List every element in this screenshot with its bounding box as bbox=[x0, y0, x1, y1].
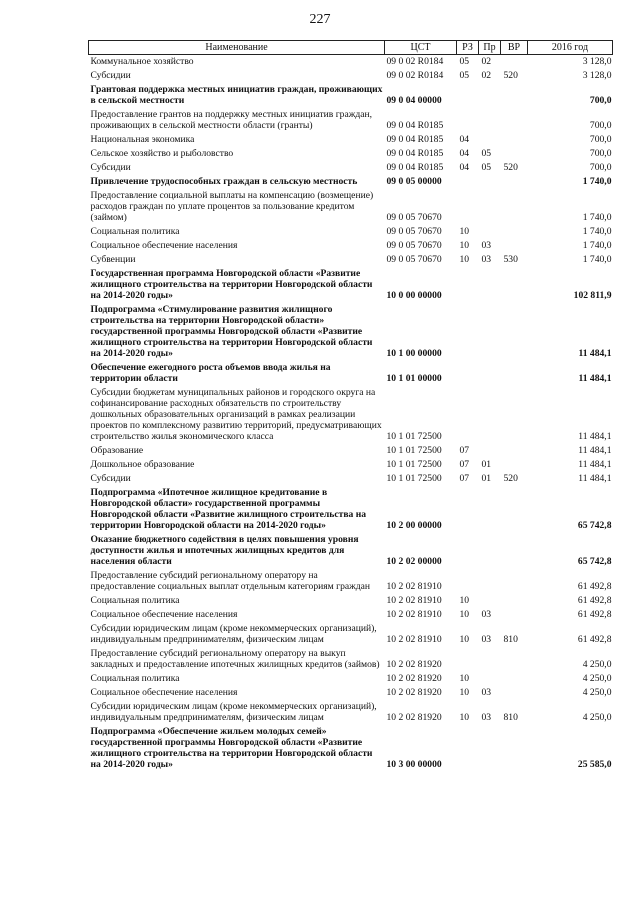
table-row bbox=[89, 594, 613, 608]
table-row bbox=[89, 386, 613, 444]
row-rz: 07 bbox=[459, 459, 470, 470]
row-sum: 11 484,1 bbox=[578, 431, 612, 442]
row-sum: 4 250,0 bbox=[582, 687, 612, 698]
row-pr bbox=[479, 175, 501, 189]
row-rz: 05 bbox=[459, 70, 470, 81]
row-cst: 10 1 01 72500 bbox=[386, 445, 442, 456]
row-rz bbox=[457, 569, 479, 594]
row-sum: 102 811,9 bbox=[573, 290, 612, 301]
row-sum: 700,0 bbox=[589, 95, 612, 106]
row-rz: 10 bbox=[459, 712, 470, 723]
row-vr bbox=[501, 444, 528, 458]
row-pr: 02 bbox=[481, 56, 492, 67]
budget-table bbox=[88, 40, 613, 772]
row-name: Предоставление субсидий региональному оператору на выкуп закладных и предоставление ипотечных жилищных кредитов (займов) bbox=[90, 648, 380, 670]
table-row bbox=[89, 55, 613, 70]
row-cst: 10 2 02 81910 bbox=[386, 609, 442, 620]
row-rz: 10 bbox=[459, 673, 470, 684]
row-vr bbox=[501, 594, 528, 608]
table-row bbox=[89, 647, 613, 672]
row-cst: 10 2 02 81920 bbox=[386, 712, 442, 723]
row-rz: 10 bbox=[459, 687, 470, 698]
row-name: Предоставление субсидий региональному оператору на предоставление социальных выплат отдельным категориям граждан bbox=[90, 570, 371, 592]
row-sum: 1 740,0 bbox=[582, 212, 612, 223]
row-sum: 65 742,8 bbox=[577, 520, 612, 531]
row-sum: 3 128,0 bbox=[582, 56, 612, 67]
row-rz: 07 bbox=[459, 473, 470, 484]
row-vr bbox=[501, 608, 528, 622]
column-header-year: 2016 год bbox=[528, 41, 613, 55]
row-cst: 10 1 01 72500 bbox=[386, 473, 442, 484]
table-row bbox=[89, 725, 613, 772]
row-name: Субсидии bbox=[90, 70, 131, 81]
row-cst: 10 2 00 00000 bbox=[386, 520, 442, 531]
row-vr bbox=[501, 189, 528, 225]
row-pr: 03 bbox=[481, 712, 492, 723]
row-rz: 10 bbox=[459, 595, 470, 606]
row-name: Оказание бюджетного содействия в целях повышения уровня доступности жилья и ипотечных жилищных кредитов для населения области bbox=[90, 534, 359, 567]
column-header-cst: ЦСТ bbox=[385, 41, 457, 55]
row-rz bbox=[457, 189, 479, 225]
row-sum: 1 740,0 bbox=[582, 226, 612, 237]
row-rz bbox=[457, 83, 479, 108]
row-sum: 11 484,1 bbox=[578, 445, 612, 456]
row-name: Национальная экономика bbox=[90, 134, 195, 145]
row-sum: 700,0 bbox=[589, 148, 612, 159]
row-name: Субсидии bbox=[90, 162, 131, 173]
row-pr bbox=[479, 361, 501, 386]
column-header-rz: РЗ bbox=[457, 41, 479, 55]
row-pr bbox=[479, 569, 501, 594]
row-rz: 04 bbox=[459, 134, 470, 145]
row-pr: 03 bbox=[481, 240, 492, 251]
table-row bbox=[89, 622, 613, 647]
row-name: Государственная программа Новгородской области «Развитие жилищного строительства на территории Новгородской области на 2014-2020 годы» bbox=[90, 268, 373, 301]
row-rz: 04 bbox=[459, 148, 470, 159]
row-pr: 03 bbox=[481, 687, 492, 698]
row-rz: 10 bbox=[459, 634, 470, 645]
row-rz: 10 bbox=[459, 240, 470, 251]
row-sum: 1 740,0 bbox=[582, 254, 612, 265]
row-rz bbox=[457, 361, 479, 386]
row-sum: 61 492,8 bbox=[577, 581, 612, 592]
table-row bbox=[89, 486, 613, 533]
row-sum: 11 484,1 bbox=[578, 459, 612, 470]
row-name: Подпрограмма «Обеспечение жильем молодых семей» государственной программы Новгородской области «Развитие жилищного строительства на территории Новгородской области на 2014-2020 годы» bbox=[90, 726, 373, 770]
row-vr bbox=[501, 267, 528, 303]
row-rz: 10 bbox=[459, 609, 470, 620]
row-vr bbox=[501, 647, 528, 672]
table-row bbox=[89, 569, 613, 594]
row-rz bbox=[457, 647, 479, 672]
row-name: Дошкольное образование bbox=[90, 459, 195, 470]
row-pr: 03 bbox=[481, 634, 492, 645]
row-cst: 10 2 02 81920 bbox=[386, 673, 442, 684]
row-vr: 520 bbox=[503, 162, 518, 173]
row-sum: 1 740,0 bbox=[582, 176, 612, 187]
row-pr bbox=[479, 647, 501, 672]
row-sum: 65 742,8 bbox=[577, 556, 612, 567]
row-rz: 07 bbox=[459, 445, 470, 456]
row-rz bbox=[457, 725, 479, 772]
row-vr bbox=[501, 686, 528, 700]
row-sum: 700,0 bbox=[589, 162, 612, 173]
column-header-pr: Пр bbox=[479, 41, 501, 55]
row-pr: 01 bbox=[481, 473, 492, 484]
row-pr bbox=[479, 725, 501, 772]
row-rz bbox=[457, 175, 479, 189]
row-pr bbox=[479, 486, 501, 533]
row-rz bbox=[457, 267, 479, 303]
table-row bbox=[89, 253, 613, 267]
row-name: Предоставление социальной выплаты на компенсацию (возмещение) расходов граждан по уплате процентов за пользование кредитом (займом) bbox=[90, 190, 374, 223]
row-cst: 10 2 02 81910 bbox=[386, 595, 442, 606]
row-name: Обеспечение ежегодного роста объемов ввода жилья на территории области bbox=[90, 362, 331, 384]
row-pr bbox=[479, 133, 501, 147]
row-vr: 530 bbox=[503, 254, 518, 265]
row-sum: 700,0 bbox=[589, 120, 612, 131]
table-body bbox=[89, 55, 613, 773]
row-vr bbox=[501, 133, 528, 147]
row-name: Подпрограмма «Стимулирование развития жилищного строительства на территории Новгородской области» государственной программы Новгородской области «Развитие жилищного строительства на территории Новгородской области на 2014-2020 годы» bbox=[90, 304, 373, 359]
row-sum: 11 484,1 bbox=[578, 373, 612, 384]
row-vr: 520 bbox=[503, 70, 518, 81]
row-vr bbox=[501, 83, 528, 108]
table-row bbox=[89, 83, 613, 108]
row-rz bbox=[457, 486, 479, 533]
row-pr bbox=[479, 189, 501, 225]
table-row bbox=[89, 472, 613, 486]
row-pr: 02 bbox=[481, 70, 492, 81]
row-cst: 10 0 00 00000 bbox=[386, 290, 442, 301]
column-header-name: Наименование bbox=[89, 41, 385, 55]
table-row bbox=[89, 161, 613, 175]
row-name: Социальная политика bbox=[90, 595, 180, 606]
row-cst: 09 0 04 R0185 bbox=[386, 148, 444, 159]
table-row bbox=[89, 133, 613, 147]
row-vr bbox=[501, 361, 528, 386]
table-row bbox=[89, 444, 613, 458]
row-sum: 11 484,1 bbox=[578, 348, 612, 359]
row-rz: 04 bbox=[459, 162, 470, 173]
row-vr bbox=[501, 672, 528, 686]
table-row bbox=[89, 361, 613, 386]
row-vr bbox=[501, 147, 528, 161]
row-pr: 03 bbox=[481, 609, 492, 620]
row-vr: 520 bbox=[503, 473, 518, 484]
row-pr bbox=[479, 672, 501, 686]
row-vr bbox=[501, 486, 528, 533]
row-rz: 10 bbox=[459, 226, 470, 237]
row-sum: 4 250,0 bbox=[582, 673, 612, 684]
row-name: Образование bbox=[90, 445, 144, 456]
table-row bbox=[89, 189, 613, 225]
row-vr bbox=[501, 55, 528, 70]
table-row bbox=[89, 700, 613, 725]
row-cst: 10 1 01 72500 bbox=[386, 459, 442, 470]
row-cst: 09 0 04 R0185 bbox=[386, 120, 444, 131]
row-pr: 05 bbox=[481, 162, 492, 173]
row-cst: 09 0 05 70670 bbox=[386, 240, 442, 251]
table-row bbox=[89, 672, 613, 686]
row-name: Сельское хозяйство и рыболовство bbox=[90, 148, 234, 159]
row-vr bbox=[501, 239, 528, 253]
row-cst: 09 0 04 R0185 bbox=[386, 162, 444, 173]
row-pr bbox=[479, 225, 501, 239]
row-name: Коммунальное хозяйство bbox=[90, 56, 194, 67]
row-vr bbox=[501, 225, 528, 239]
table-row bbox=[89, 533, 613, 569]
row-pr bbox=[479, 533, 501, 569]
row-sum: 1 740,0 bbox=[582, 240, 612, 251]
row-vr bbox=[501, 458, 528, 472]
row-vr bbox=[501, 533, 528, 569]
row-name: Субсидии юридическим лицам (кроме некоммерческих организаций), индивидуальным предпринимателям, физическим лицам bbox=[90, 623, 377, 645]
column-header-vr: ВР bbox=[501, 41, 528, 55]
row-name: Субсидии юридическим лицам (кроме некоммерческих организаций), индивидуальным предпринимателям, физическим лицам bbox=[90, 701, 377, 723]
row-sum: 61 492,8 bbox=[577, 595, 612, 606]
row-pr: 03 bbox=[481, 254, 492, 265]
row-sum: 11 484,1 bbox=[578, 473, 612, 484]
table-row bbox=[89, 239, 613, 253]
row-cst: 10 2 02 81920 bbox=[386, 659, 442, 670]
row-pr bbox=[479, 444, 501, 458]
row-sum: 4 250,0 bbox=[582, 712, 612, 723]
row-name: Грантовая поддержка местных инициатив граждан, проживающих в сельской местности bbox=[90, 84, 383, 106]
table-row bbox=[89, 458, 613, 472]
table-row bbox=[89, 225, 613, 239]
row-cst: 09 0 05 70670 bbox=[386, 226, 442, 237]
row-sum: 700,0 bbox=[589, 134, 612, 145]
row-pr bbox=[479, 303, 501, 361]
row-name: Подпрограмма «Ипотечное жилищное кредитование в Новгородской области» государственной программы Новгородской области «Развитие жилищного строительства на территории Новгородской области на 2014-2020 годы» bbox=[90, 487, 367, 531]
row-name: Социальное обеспечение населения bbox=[90, 687, 238, 698]
row-name: Субвенции bbox=[90, 254, 136, 265]
row-vr: 810 bbox=[503, 634, 518, 645]
row-cst: 10 1 01 72500 bbox=[386, 431, 442, 442]
row-cst: 09 0 05 70670 bbox=[386, 254, 442, 265]
row-vr bbox=[501, 303, 528, 361]
row-pr bbox=[479, 108, 501, 133]
row-name: Социальная политика bbox=[90, 226, 180, 237]
row-rz: 05 bbox=[459, 56, 470, 67]
row-rz bbox=[457, 108, 479, 133]
row-name: Социальное обеспечение населения bbox=[90, 609, 238, 620]
row-cst: 10 1 01 00000 bbox=[386, 373, 442, 384]
table-row bbox=[89, 108, 613, 133]
row-pr: 01 bbox=[481, 459, 492, 470]
row-cst: 10 1 00 00000 bbox=[386, 348, 442, 359]
table-row bbox=[89, 267, 613, 303]
row-name: Привлечение трудоспособных граждан в сельскую местность bbox=[90, 176, 358, 187]
row-rz bbox=[457, 386, 479, 444]
row-cst: 09 0 05 70670 bbox=[386, 212, 442, 223]
row-cst: 10 3 00 00000 bbox=[386, 759, 442, 770]
row-cst: 10 2 02 81910 bbox=[386, 634, 442, 645]
row-sum: 61 492,8 bbox=[577, 634, 612, 645]
row-sum: 25 585,0 bbox=[577, 759, 612, 770]
row-cst: 09 0 02 R0184 bbox=[386, 70, 444, 81]
row-vr bbox=[501, 175, 528, 189]
row-pr bbox=[479, 83, 501, 108]
row-sum: 3 128,0 bbox=[582, 70, 612, 81]
row-cst: 10 2 02 00000 bbox=[386, 556, 442, 567]
row-name: Субсидии бюджетам муниципальных районов и городского округа на софинансирование расходных обязательств по строительству дошкольных образовательных организаций в рамках реализации проектов по комплексному развитию территорий, предусматривающих строительство жилья экономического класса bbox=[90, 387, 382, 442]
row-pr bbox=[479, 594, 501, 608]
row-rz: 10 bbox=[459, 254, 470, 265]
table-row bbox=[89, 175, 613, 189]
row-pr bbox=[479, 386, 501, 444]
row-name: Социальная политика bbox=[90, 673, 180, 684]
row-cst: 09 0 02 R0184 bbox=[386, 56, 444, 67]
table-row bbox=[89, 608, 613, 622]
row-sum: 4 250,0 bbox=[582, 659, 612, 670]
table-row bbox=[89, 303, 613, 361]
row-vr bbox=[501, 108, 528, 133]
row-sum: 61 492,8 bbox=[577, 609, 612, 620]
table-row bbox=[89, 147, 613, 161]
row-vr bbox=[501, 725, 528, 772]
row-name: Социальное обеспечение населения bbox=[90, 240, 238, 251]
table-row bbox=[89, 686, 613, 700]
row-cst: 09 0 04 00000 bbox=[386, 95, 442, 106]
row-pr bbox=[479, 267, 501, 303]
row-cst: 09 0 05 00000 bbox=[386, 176, 442, 187]
page-number: 227 bbox=[309, 12, 331, 27]
row-cst: 10 2 02 81910 bbox=[386, 581, 442, 592]
table-header bbox=[89, 41, 613, 55]
row-vr bbox=[501, 386, 528, 444]
row-name: Субсидии bbox=[90, 473, 131, 484]
table-row bbox=[89, 69, 613, 83]
row-vr bbox=[501, 569, 528, 594]
row-rz bbox=[457, 303, 479, 361]
row-name: Предоставление грантов на поддержку местных инициатив граждан, проживающих в сельской местности области (гранты) bbox=[90, 109, 373, 131]
row-vr: 810 bbox=[503, 712, 518, 723]
header-row bbox=[89, 41, 613, 55]
row-pr: 05 bbox=[481, 148, 492, 159]
row-cst: 09 0 04 R0185 bbox=[386, 134, 444, 145]
row-rz bbox=[457, 533, 479, 569]
row-cst: 10 2 02 81920 bbox=[386, 687, 442, 698]
